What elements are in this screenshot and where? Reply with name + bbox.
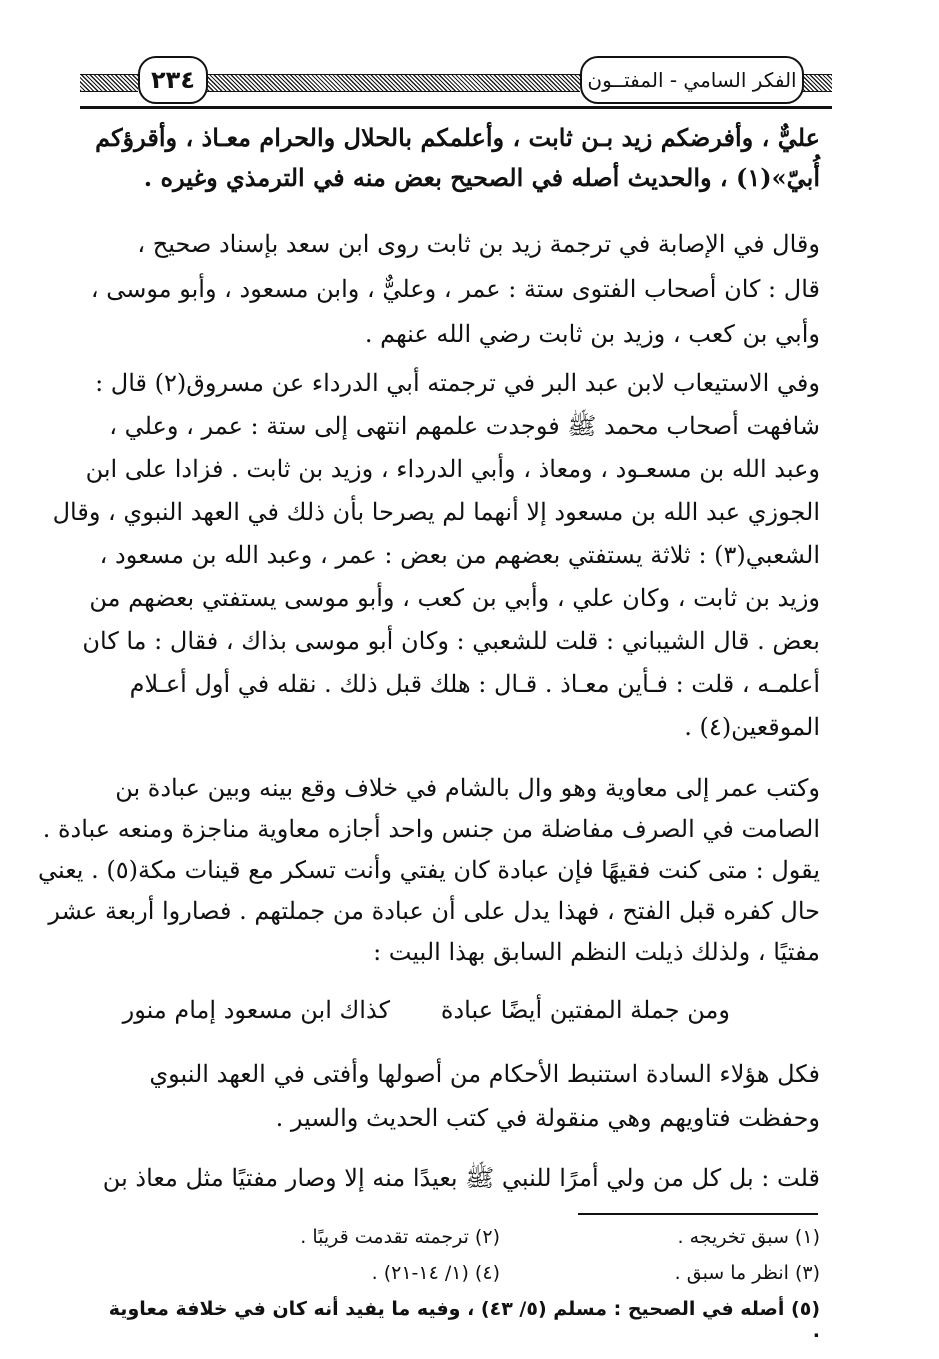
footnote-4: (٤) (١/ ١٤-٢١) . [371,1262,500,1284]
text-line: وكتب عمر إلى معاوية وهو وال بالشام في خلاف وقع بينه وبين عبادة بن [115,774,820,802]
text-line: يقول : متى كنت فقيهًا فإن عبادة كان يفتي وأنت تسكر مع قينات مكة(٥) . يعني [37,856,820,884]
verse-text: كذاك ابن مسعود إمام منور [122,996,390,1024]
text-line: أُبيّ»(١) ، والحديث أصله في الصحيح بعض منه في الترمذي وغيره . [143,163,820,192]
footnote-1: (١) سبق تخريجه . [677,1226,820,1248]
text-line: وفي الاستيعاب لابن عبد البر في ترجمته أبي الدرداء عن مسروق(٢) قال : [95,369,820,397]
paragraph-4 [37,768,820,973]
text-line: الصامت في الصرف مفاضلة من جنس واحد أجازه معاوية مناجزة ومنعه عبادة . [42,815,820,843]
paragraph-3 [52,362,820,749]
verse-first-hemistich [440,996,730,1024]
text-line: قلت : بل كل من ولي أمرًا للنبي ﷺ بعيدًا منه إلا وصار مفتيًا مثل معاذ بن [102,1164,820,1192]
footnote-3: (٣) انظر ما سبق . [674,1262,820,1284]
text-line: فكل هؤلاء السادة استنبط الأحكام من أصولها وأفتى في العهد النبوي [149,1060,820,1088]
text-line: بعض . قال الشيباني : قلت للشعبي : وكان أبو موسى بذاك ، فقال : ما كان [82,627,820,655]
header-hatch-left [80,74,138,92]
paragraph-5 [80,1052,820,1140]
paragraph-6 [80,1158,820,1198]
text-line: شافهت أصحاب محمد ﷺ فوجدت علمهم انتهى إلى ستة : عمر ، وعلي ، [109,412,820,440]
text-line: مفتيًا ، ولذلك ذيلت النظم السابق بهذا البيت : [373,938,820,966]
header-rule [80,106,832,109]
page-header [80,50,832,110]
text-line: حال كفره قبل الفتح ، فهذا يدل على أن عبادة من جملتهم . فصاروا أربعة عشر [48,897,820,925]
paragraph-2 [80,222,820,357]
footnote-separator [578,1213,818,1215]
text-line: وقال في الإصابة في ترجمة زيد بن ثابت روى ابن سعد بإسناد صحيح ، [137,230,820,258]
text-line: وعبد الله بن مسعـود ، ومعاذ ، وأبي الدرداء ، وزيد بن ثابت . فزادا على ابن [85,455,820,483]
verse-second-hemistich [122,996,390,1024]
text-line: أعلمـه ، قلت : فـأين معـاذ . قـال : هلك قبل ذلك . نقله في أول أعـلام [129,670,820,698]
header-hatch-right [800,74,832,92]
text-line: وأبي بن كعب ، وزيد بن ثابت رضي الله عنهم . [364,320,820,348]
text-line: قال : كان أصحاب الفتوى ستة : عمر ، وعليٌّ ، وابن مسعود ، وأبو موسى ، [90,275,820,303]
text-line: عليٌّ ، وأفرضكم زيد بـن ثابت ، وأعلمكم بالحلال والحرام معـاذ ، وأقرؤكم [95,123,820,152]
text-line: وحفظت فتاويهم وهي منقولة في كتب الحديث والسير . [275,1104,820,1132]
text-line: وزيد بن ثابت ، وكان علي ، وأبي بن كعب ، وأبو موسى يستفتي بعضهم من [89,584,820,612]
text-line: الشعبي(٣) : ثلاثة يستفتي بعضهم من بعض : عمر ، وعبد الله بن مسعود ، [99,541,820,569]
footnote-2: (٢) ترجمته تقدمت قريبًا . [300,1226,500,1248]
text-line: الجوزي عبد الله بن مسعود إلا أنهما لم يصرحا بأن ذلك في العهد النبوي ، وقال [52,498,820,526]
paragraph-1 [80,118,820,198]
running-title: الفكر السامي - المفتــون [580,56,804,104]
footnote-5: (٥) أصله في الصحيح : مسلم (٥/ ٤٣) ، وفيه ما يفيد أنه كان في خلافة معاوية . [108,1298,820,1342]
page-number: ٢٣٤ [138,56,208,104]
header-hatch-middle [204,74,580,92]
verse-text: ومن جملة المفتين أيضًا عبادة [440,996,730,1024]
text-line: الموقعين(٤) . [684,713,820,741]
